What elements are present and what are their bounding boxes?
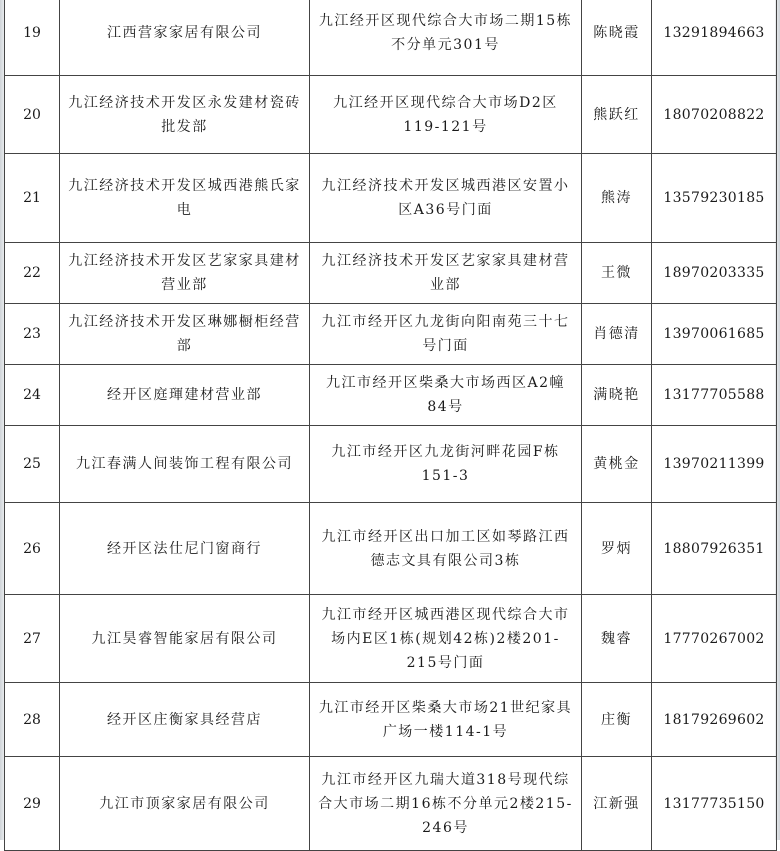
- contact-person: 陈晓霞: [582, 0, 652, 76]
- address: 九江市经开区九龙街向阳南苑三十七号门面: [310, 304, 582, 365]
- phone-number: 13970061685: [652, 304, 777, 365]
- merchant-table: [4, 0, 777, 851]
- table-row: [5, 503, 777, 595]
- address: 九江市经开区城西港区现代综合大市场内E区1栋(规划42栋)2楼201-215号门面: [310, 595, 582, 683]
- table-row: [5, 595, 777, 683]
- phone-number: 13579230185: [652, 154, 777, 243]
- table-row: [5, 683, 777, 757]
- phone-number: 13291894663: [652, 0, 777, 76]
- row-number: 20: [5, 76, 60, 154]
- contact-person: 满晓艳: [582, 365, 652, 426]
- row-number: 26: [5, 503, 60, 595]
- company-name: 九江市顶家家居有限公司: [60, 757, 310, 851]
- table-row: [5, 243, 777, 304]
- table-row: [5, 426, 777, 503]
- contact-person: 庄衡: [582, 683, 652, 757]
- phone-number: 18970203335: [652, 243, 777, 304]
- contact-person: 江新强: [582, 757, 652, 851]
- address: 九江经济技术开发区城西港区安置小区A36号门面: [310, 154, 582, 243]
- row-number: 21: [5, 154, 60, 243]
- address: 九江市经开区九瑞大道318号现代综合大市场二期16栋不分单元2楼215-246号: [310, 757, 582, 851]
- table-row: [5, 0, 777, 76]
- table-row: [5, 76, 777, 154]
- company-name: 九江经济技术开发区艺家家具建材营业部: [60, 243, 310, 304]
- row-number: 25: [5, 426, 60, 503]
- company-name: 九江经济技术开发区琳娜橱柜经营部: [60, 304, 310, 365]
- company-name: 经开区法仕尼门窗商行: [60, 503, 310, 595]
- contact-person: 黄桃金: [582, 426, 652, 503]
- address: 九江经济技术开发区艺家家具建材营业部: [310, 243, 582, 304]
- row-number: 28: [5, 683, 60, 757]
- phone-number: 17770267002: [652, 595, 777, 683]
- row-number: 22: [5, 243, 60, 304]
- table-row: [5, 757, 777, 851]
- row-number: 27: [5, 595, 60, 683]
- table-row: [5, 154, 777, 243]
- phone-number: 13177735150: [652, 757, 777, 851]
- phone-number: 18070208822: [652, 76, 777, 154]
- company-name: 九江经济技术开发区城西港熊氏家电: [60, 154, 310, 243]
- row-number: 24: [5, 365, 60, 426]
- address: 九江市经开区出口加工区如琴路江西德志文具有限公司3栋: [310, 503, 582, 595]
- company-name: 经开区庄衡家具经营店: [60, 683, 310, 757]
- row-number: 29: [5, 757, 60, 851]
- row-number: 19: [5, 0, 60, 76]
- contact-person: 王微: [582, 243, 652, 304]
- company-name: 九江昊睿智能家居有限公司: [60, 595, 310, 683]
- table-row: [5, 365, 777, 426]
- address: 九江市经开区柴桑大市场21世纪家具广场一楼114-1号: [310, 683, 582, 757]
- company-name: 经开区庭琿建材营业部: [60, 365, 310, 426]
- company-name: 九江经济技术开发区永发建材瓷砖批发部: [60, 76, 310, 154]
- company-name: 九江春满人间装饰工程有限公司: [60, 426, 310, 503]
- contact-person: 肖德清: [582, 304, 652, 365]
- contact-person: 罗炳: [582, 503, 652, 595]
- contact-person: 魏睿: [582, 595, 652, 683]
- table-row: [5, 304, 777, 365]
- phone-number: 13177705588: [652, 365, 777, 426]
- row-number: 23: [5, 304, 60, 365]
- contact-person: 熊涛: [582, 154, 652, 243]
- company-name: 江西营家家居有限公司: [60, 0, 310, 76]
- phone-number: 18179269602: [652, 683, 777, 757]
- contact-person: 熊跃红: [582, 76, 652, 154]
- address: 九江经开区现代综合大市场二期15栋不分单元301号: [310, 0, 582, 76]
- address: 九江经开区现代综合大市场D2区119-121号: [310, 76, 582, 154]
- address: 九江市经开区九龙街河畔花园F栋151-3: [310, 426, 582, 503]
- address: 九江市经开区柴桑大市场西区A2幢84号: [310, 365, 582, 426]
- phone-number: 13970211399: [652, 426, 777, 503]
- phone-number: 18807926351: [652, 503, 777, 595]
